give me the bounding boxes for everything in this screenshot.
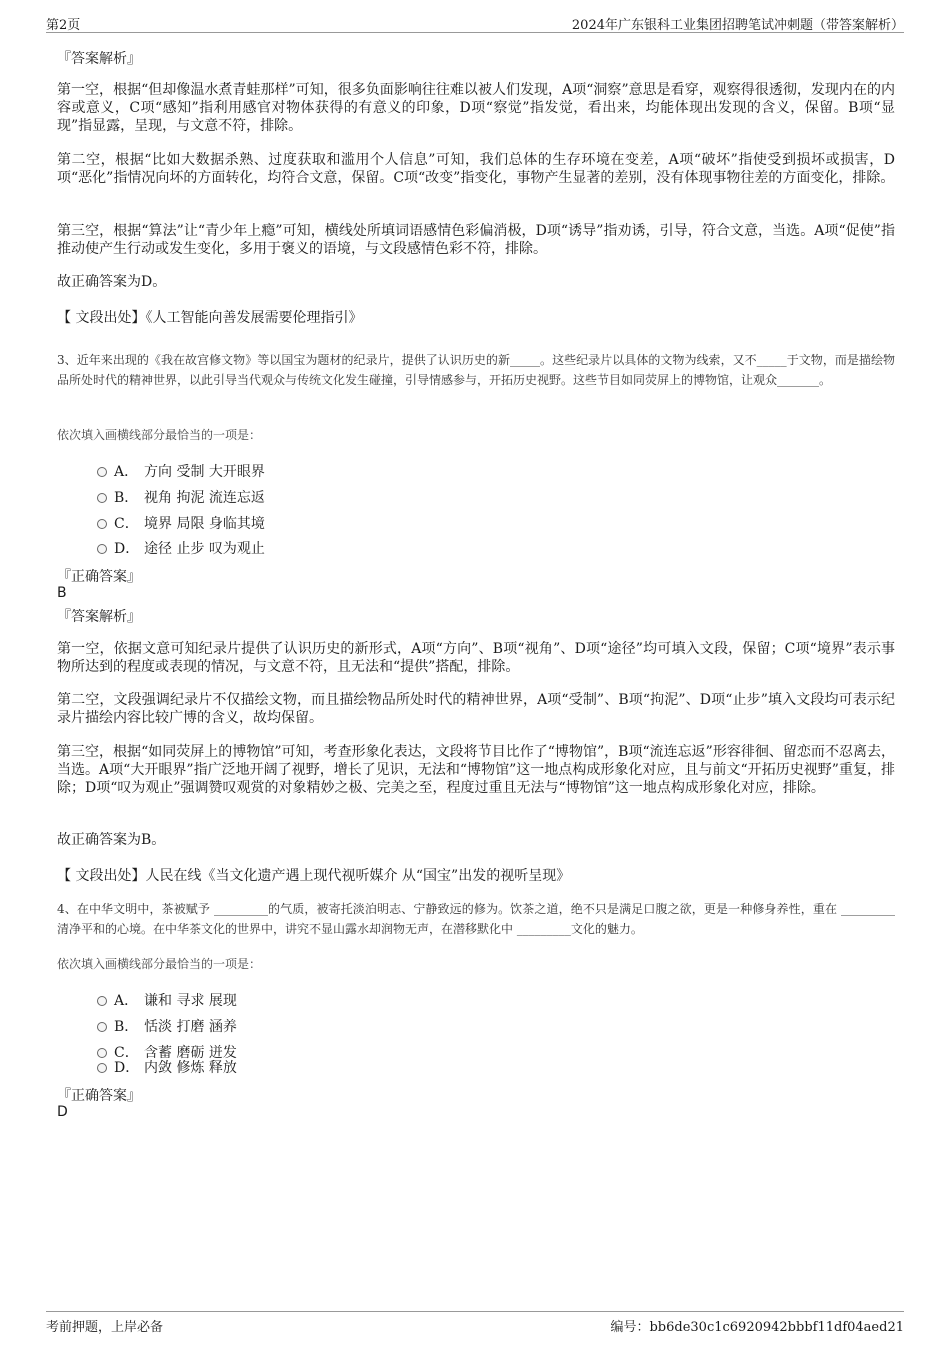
q2-analysis-para-2: 第二空，根据“比如大数据杀熟、过度获取和滥用个人信息”可知，我们总体的生存环境在变差，A项“破坏”指使受到损坏或损害，D项“恶化”指情况向坏的方面转化，均符合文意，保留。C项“改变”指变化，事物产生显著的差别，没有体现事物往差的方面变化，排除。 <box>57 152 895 186</box>
radio-icon[interactable] <box>97 996 107 1006</box>
q3-answer-statement: 故正确答案为B。 <box>57 832 166 848</box>
q3-prompt: 依次填入画横线部分最恰当的一项是： <box>57 428 262 442</box>
q3-analysis-para-1: 第一空，依据文意可知纪录片提供了认识历史的新形式，A项“方向”、B项“视角”、D项“途径”均可填入文段，保留；C项“境界”表示事物所达到的程度或表现的情况，与文意不符，且无法和“提供”搭配，排除。 <box>57 641 895 675</box>
radio-icon[interactable] <box>97 1063 107 1073</box>
q4-option-b[interactable]: B． 恬淡 打磨 涵养 <box>97 1016 237 1036</box>
q3-option-d[interactable]: D． 途径 止步 叹为观止 <box>97 538 265 558</box>
q2-answer-statement: 故正确答案为D。 <box>57 274 167 290</box>
radio-icon[interactable] <box>97 1022 107 1032</box>
q4-option-d[interactable]: D． 内敛 修炼 释放 <box>97 1057 237 1077</box>
q4-option-c[interactable]: C． 含蓄 磨砺 迸发 <box>97 1042 237 1062</box>
q4-option-a[interactable]: A． 谦和 寻求 展现 <box>97 990 237 1010</box>
page-header <box>46 14 904 33</box>
radio-icon[interactable] <box>97 544 107 554</box>
document-id: 编号：bb6de30c1c6920942bbbf11df04aed21 <box>610 1320 904 1335</box>
q4-answer: D <box>57 1104 68 1120</box>
q3-analysis-label: 『答案解析』 <box>57 609 141 625</box>
q4-answer-label: 『正确答案』 <box>57 1088 141 1104</box>
q2-source: 【 文段出处】《人工智能向善发展需要伦理指引》 <box>57 310 363 326</box>
q3-source: 【 文段出处】人民在线《当文化遗产遇上现代视听媒介 从“国宝”出发的视听呈现》 <box>57 868 571 884</box>
q4-prompt: 依次填入画横线部分最恰当的一项是： <box>57 957 262 971</box>
q3-option-b[interactable]: B． 视角 拘泥 流连忘返 <box>97 487 265 507</box>
page-footer <box>46 1311 904 1335</box>
q3-analysis-para-3: 第三空，根据“如同荧屏上的博物馆”可知，考查形象化表达，文段将节目比作了“博物馆”，B项“流连忘返”形容徘徊、留恋而不忍离去，当选。A项“大开眼界”指广泛地开阔了视野，增长了见识，无法和“博物馆”这一地点构成形象化对应，且与前文“开拓历史视野”重复，排除；D项“叹为观止”强调赞叹观赏的对象精妙之极、完美之至，程度过重且无法与“博物馆”这一地点构成形象化对应，排除。 <box>57 744 895 796</box>
radio-icon[interactable] <box>97 493 107 503</box>
q2-analysis-label: 『答案解析』 <box>57 51 141 67</box>
q3-answer-label: 『正确答案』 <box>57 569 141 585</box>
q3-analysis-para-2: 第二空，文段强调纪录片不仅描绘文物，而且描绘物品所处时代的精神世界，A项“受制”、B项“拘泥”、D项“止步”填入文段均可表示纪录片描绘内容比较广博的含义，故均保留。 <box>57 692 895 726</box>
radio-icon[interactable] <box>97 467 107 477</box>
q3-answer: B <box>57 585 67 601</box>
page-number: 第2页 <box>46 18 81 33</box>
radio-icon[interactable] <box>97 519 107 529</box>
q2-analysis-para-1: 第一空，根据“但却像温水煮青蛙那样”可知，很多负面影响往往难以被人们发现，A项“洞察”意思是看穿，观察得很透彻，发现内在的内容或意义，C项“感知”指利用感官对物体获得的有意义的印象，D项“察觉”指发觉，看出来，均能体现出发现的含义，保留。B项“显现”指显露，呈现，与文意不符，排除。 <box>57 82 895 134</box>
q3-stem: 3、近年来出现的《我在故宫修文物》等以国宝为题材的纪录片，提供了认识历史的新_____。这些纪录片以具体的文物为线索，又不_____于文物，而是描绘物品所处时代的精神世界，以此引导当代观众与传统文化发生碰撞，引导情感参与，开拓历史视野。这些节目如同荧屏上的博物馆，让观众_______。 <box>57 353 895 387</box>
q3-option-c[interactable]: C． 境界 局限 身临其境 <box>97 513 265 533</box>
q2-analysis-para-3: 第三空，根据“算法”让“青少年上瘾”可知，横线处所填词语感情色彩偏消极，D项“诱导”指劝诱，引导，符合文意，当选。A项“促使”指推动使产生行动或发生变化，多用于褒义的语境，与文段感情色彩不符，排除。 <box>57 223 895 257</box>
q3-option-a[interactable]: A． 方向 受制 大开眼界 <box>97 461 265 481</box>
q4-stem: 4、在中华文明中，茶被赋予 _________的气质，被寄托淡泊明志、宁静致远的修为。饮茶之道，绝不只是满足口腹之欲，更是一种修身养性，重在 _________清净平和的心境。在中华茶文化的世界中，讲究不显山露水却润物无声，在潜移默化中 _________文化的魅力。 <box>57 902 895 936</box>
footer-slogan: 考前押题，上岸必备 <box>46 1320 164 1335</box>
document-title: 2024年广东银科工业集团招聘笔试冲刺题（带答案解析） <box>571 18 904 33</box>
